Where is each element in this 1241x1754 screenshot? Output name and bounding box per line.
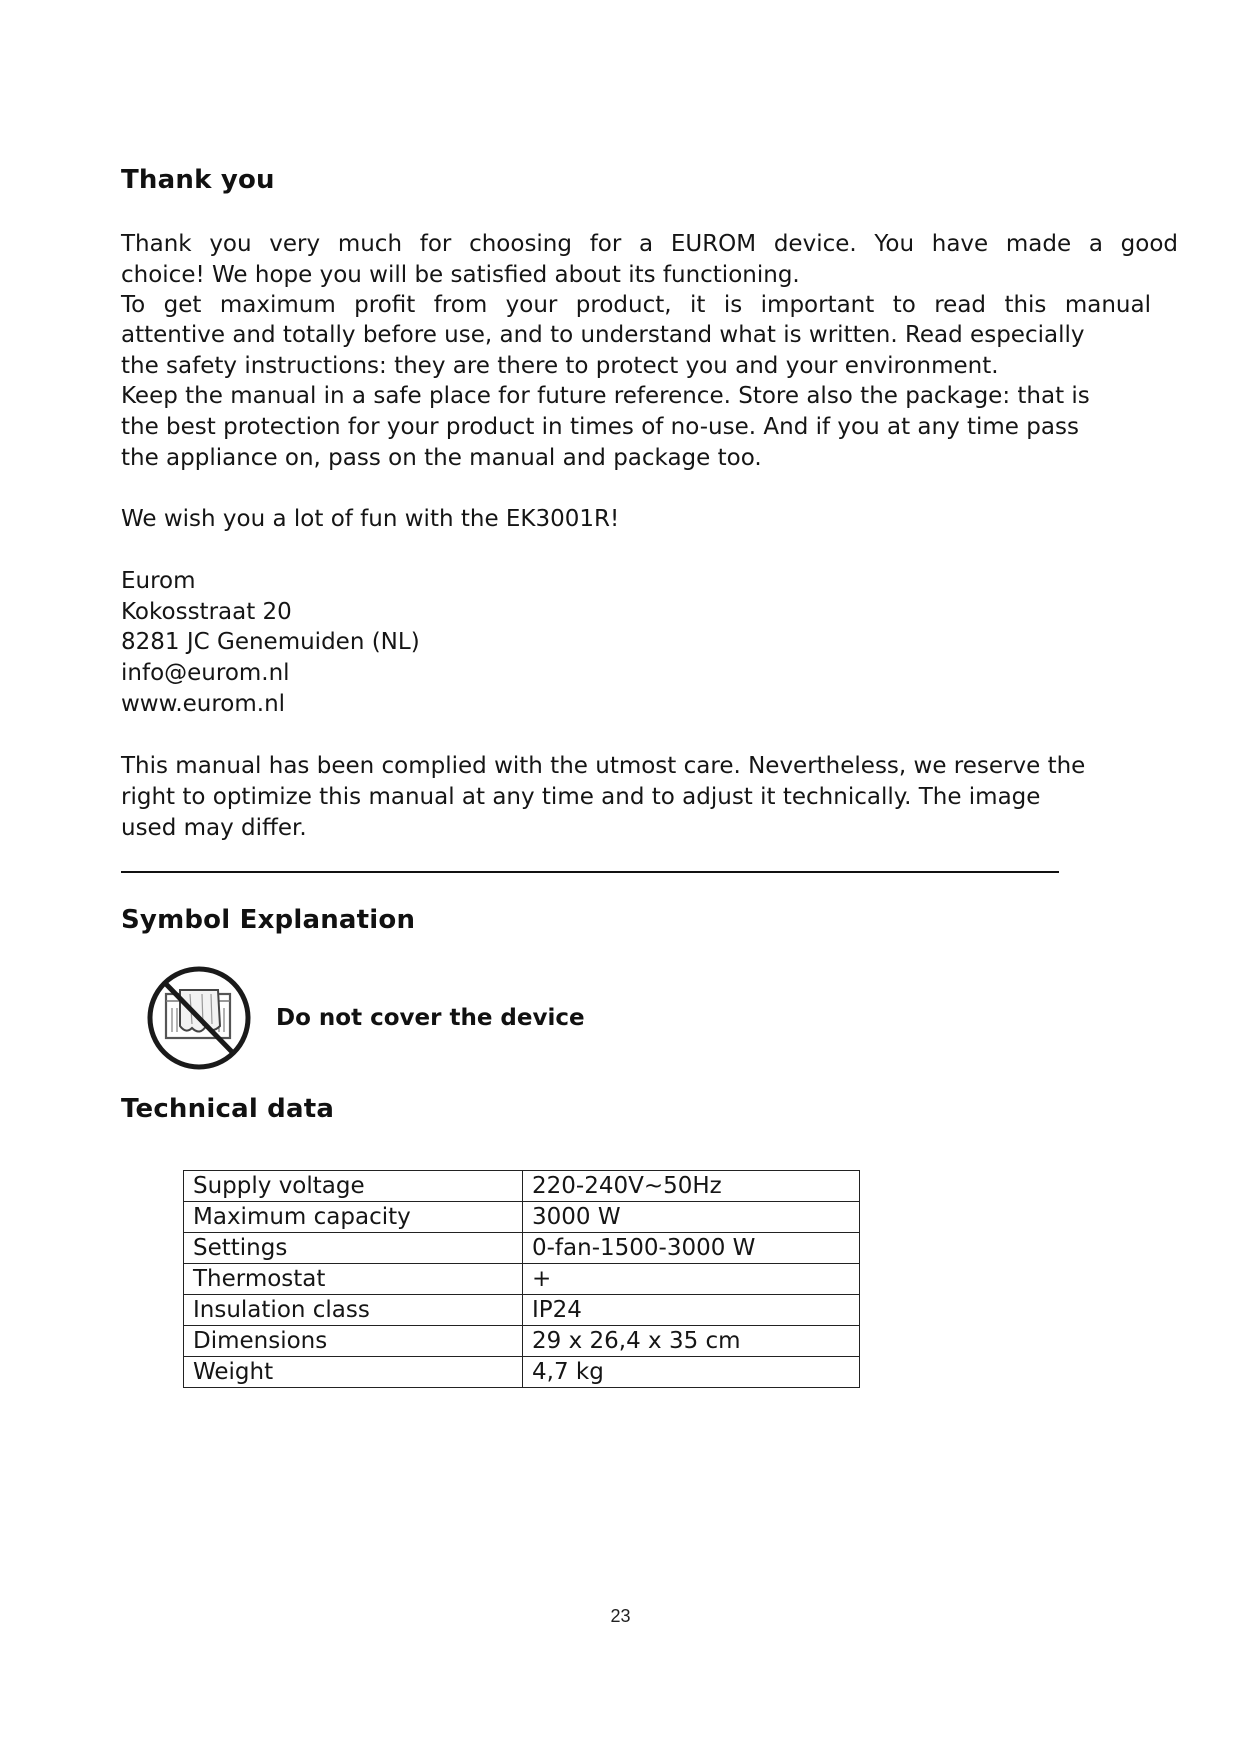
technical-data-table: [183, 1170, 860, 1388]
table-cell-value: 3000 W: [523, 1202, 860, 1233]
intro-line-2: choice! We hope you will be satisfied about its functioning.: [121, 262, 800, 288]
wish-line: We wish you a lot of fun with the EK3001R!: [121, 506, 620, 532]
table-cell-label: Dimensions: [184, 1326, 523, 1357]
address-website: www.eurom.nl: [121, 691, 286, 717]
table-cell-value: +: [523, 1264, 860, 1295]
table-cell-label: Weight: [184, 1357, 523, 1388]
intro-line-6: Keep the manual in a safe place for future reference. Store also the package: that is: [121, 383, 1090, 409]
table-cell-value: 220-240V~50Hz: [523, 1171, 860, 1202]
intro-line-1: Thank you very much for choosing for a EUROM device. You have made a good: [121, 231, 1178, 257]
symbol-explanation-heading: Symbol Explanation: [121, 905, 416, 935]
table-cell-value: 29 x 26,4 x 35 cm: [523, 1326, 860, 1357]
thank-you-heading: Thank you: [121, 165, 275, 195]
table-cell-label: Settings: [184, 1233, 523, 1264]
intro-line-4: attentive and totally before use, and to understand what is written. Read especially: [121, 322, 1085, 348]
table-cell-label: Maximum capacity: [184, 1202, 523, 1233]
disclaimer-line-2: right to optimize this manual at any time and to adjust it technically. The image: [121, 784, 1041, 810]
table-cell-label: Insulation class: [184, 1295, 523, 1326]
intro-line-5: the safety instructions: they are there to protect you and your environment.: [121, 353, 999, 379]
section-divider: [121, 871, 1059, 873]
table-cell-value: 0-fan-1500-3000 W: [523, 1233, 860, 1264]
do-not-cover-icon: [146, 964, 252, 1072]
technical-data-heading: Technical data: [121, 1094, 335, 1124]
table-row: [184, 1357, 860, 1388]
intro-line-3: To get maximum profit from your product, it is important to read this manual: [121, 292, 1151, 318]
table-row: [184, 1233, 860, 1264]
disclaimer-line-3: used may differ.: [121, 815, 307, 841]
intro-line-8: the appliance on, pass on the manual and package too.: [121, 445, 762, 471]
table-row: [184, 1264, 860, 1295]
intro-line-7: the best protection for your product in times of no-use. And if you at any time pass: [121, 414, 1079, 440]
table-cell-label: Supply voltage: [184, 1171, 523, 1202]
address-company: Eurom: [121, 568, 196, 594]
table-row: [184, 1202, 860, 1233]
page-number: 23: [610, 1606, 631, 1626]
address-street: Kokosstraat 20: [121, 599, 292, 625]
do-not-cover-label: Do not cover the device: [276, 1005, 585, 1031]
address-city: 8281 JC Genemuiden (NL): [121, 629, 420, 655]
address-email: info@eurom.nl: [121, 660, 290, 686]
table-cell-label: Thermostat: [184, 1264, 523, 1295]
table-row: [184, 1295, 860, 1326]
table-row: [184, 1171, 860, 1202]
table-row: [184, 1326, 860, 1357]
table-cell-value: IP24: [523, 1295, 860, 1326]
disclaimer-line-1: This manual has been complied with the utmost care. Nevertheless, we reserve the: [121, 753, 1086, 779]
table-cell-value: 4,7 kg: [523, 1357, 860, 1388]
